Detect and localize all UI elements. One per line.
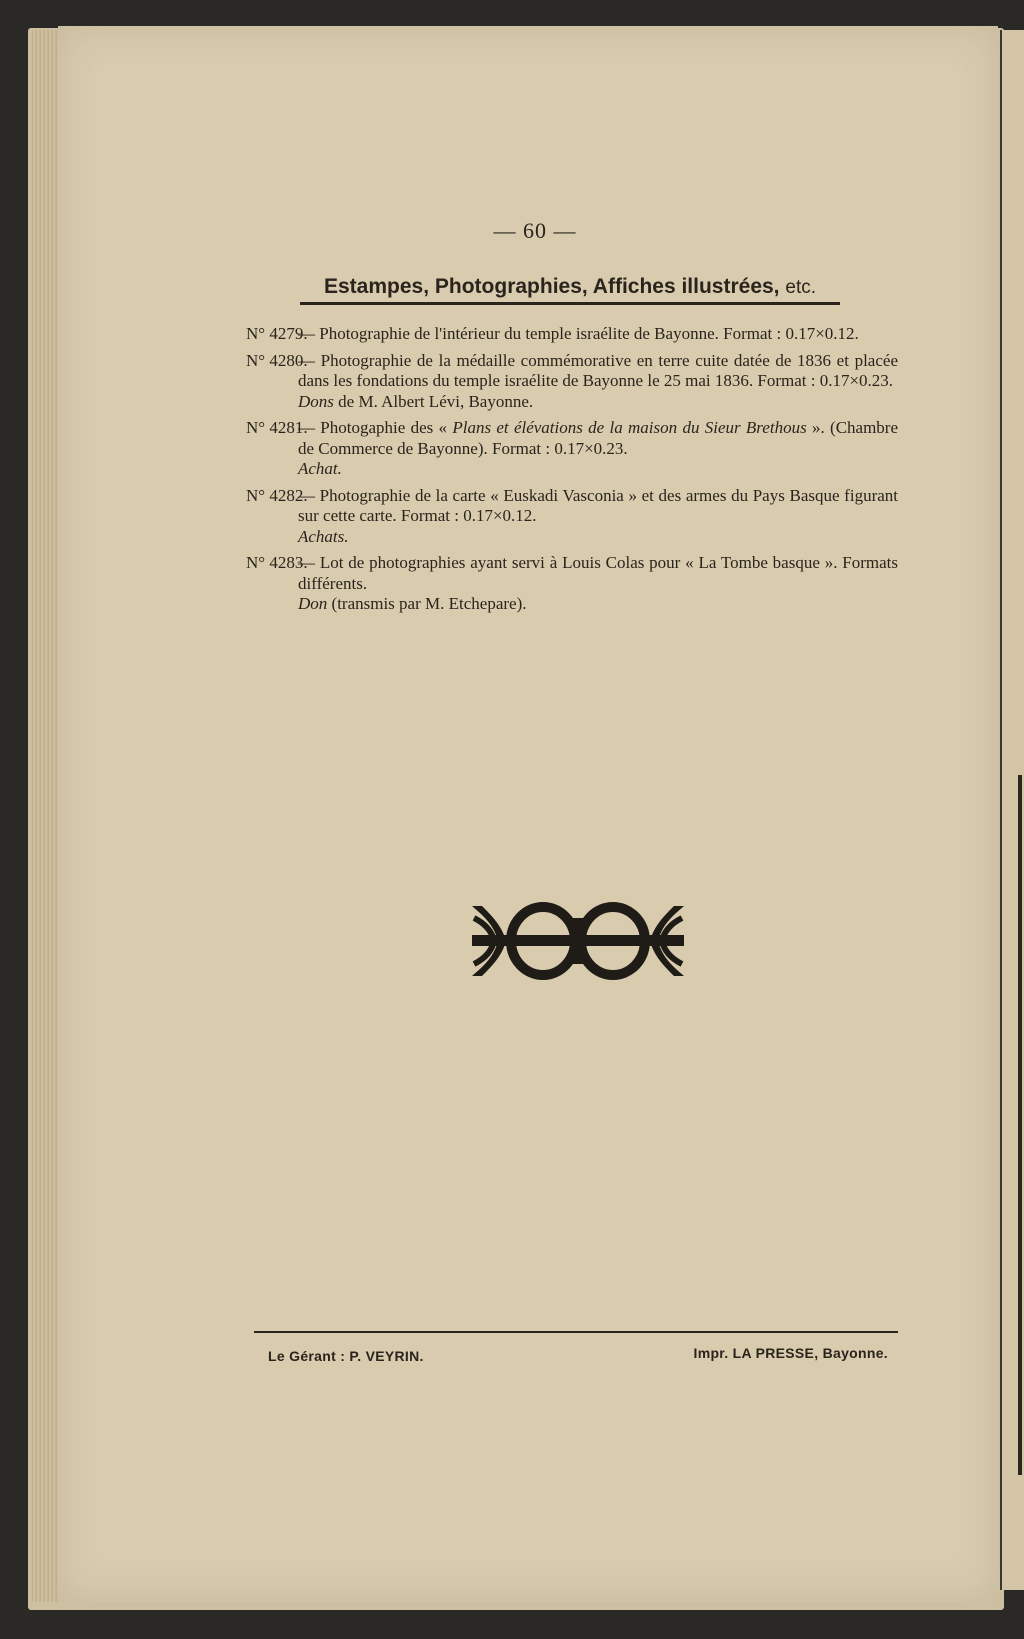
list-item bbox=[246, 418, 898, 480]
entry-paragraph bbox=[246, 553, 898, 594]
entry-text-italic: Plans et élévations de la maison du Sieur Brethous bbox=[452, 418, 807, 437]
entry-note-text: de M. Albert Lévi, Bayonne. bbox=[333, 391, 534, 411]
entry-number: N° 4283. bbox=[246, 553, 308, 572]
entry-text: — Photographie de la carte « Euskadi Vasconia » et des armes du Pays Basque figurant sur cette carte. Format : 0.17×0.12. bbox=[298, 485, 898, 525]
entry-note bbox=[246, 527, 898, 548]
list-item bbox=[246, 553, 898, 615]
entry-note-italic: Achats. bbox=[298, 526, 349, 546]
entry-note-italic: Achat. bbox=[298, 459, 342, 478]
entry-number: N° 4280. bbox=[246, 350, 308, 370]
entry-paragraph bbox=[246, 324, 898, 345]
entry-note bbox=[246, 459, 898, 480]
entry-text-before: — Photogaphie des « bbox=[298, 418, 453, 437]
entry-paragraph bbox=[246, 351, 898, 392]
entry-paragraph bbox=[246, 486, 898, 527]
section-title-suffix: etc. bbox=[785, 277, 816, 298]
section-title bbox=[300, 274, 840, 305]
list-item bbox=[246, 324, 898, 345]
entry-note bbox=[246, 392, 898, 413]
entry-number: N° 4281. bbox=[246, 418, 308, 437]
list-item bbox=[246, 486, 898, 548]
entry-paragraph bbox=[246, 418, 898, 459]
entry-note-italic: Dons bbox=[298, 391, 334, 411]
entry-text: — Photographie de la médaille commémorative en terre cuite datée de 1836 et placée dans les fondations du temple israélite de Bayonne le 25 mai 1836. Format : 0.17×0.23. bbox=[298, 350, 898, 390]
entry-number: N° 4279. bbox=[246, 324, 308, 343]
entry-text-after: ». (Chambre de Commerce de Bayonne). Format : 0.17×0.23. bbox=[298, 418, 899, 458]
section-title-text: Estampes, Photographies, Affiches illustrées, bbox=[324, 275, 780, 298]
footer-rule bbox=[254, 1331, 898, 1333]
footer-printer: Impr. LA PRESSE, Bayonne. bbox=[693, 1345, 888, 1361]
page-number: — 60 — bbox=[493, 218, 577, 243]
footer-manager: Le Gérant : P. VEYRIN. bbox=[268, 1348, 424, 1364]
entry-note-text: (transmis par M. Etchepare). bbox=[327, 594, 527, 613]
entry-note-italic: Don bbox=[298, 594, 328, 613]
entry-list bbox=[246, 324, 898, 621]
entry-note bbox=[246, 594, 898, 615]
list-item bbox=[246, 351, 898, 413]
basque-ornament-icon bbox=[468, 898, 688, 984]
entry-text: — Lot de photographies ayant servi à Louis Colas pour « La Tombe basque ». Formats différents. bbox=[298, 553, 898, 593]
entry-number: N° 4282. bbox=[246, 485, 308, 505]
entry-text: — Photographie de l'intérieur du temple israélite de Bayonne. Format : 0.17×0.12. bbox=[298, 324, 859, 343]
